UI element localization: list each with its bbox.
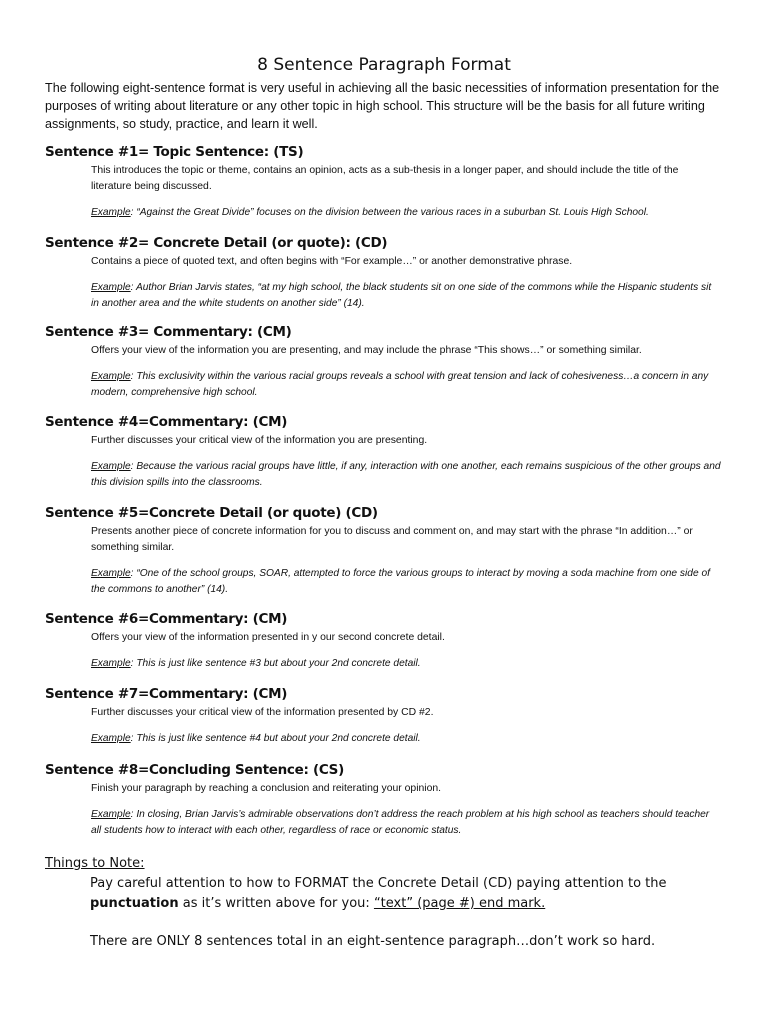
section-description: Offers your view of the information you are presenting, and may include the phrase “This shows…” or something similar.: [91, 345, 642, 356]
section-description: Offers your view of the information presented in y our second concrete detail.: [91, 632, 445, 643]
example-text: Author Brian Jarvis states, “at my high school, the black students sit on one side of the commons while the Hispanic students sit in another area and the white students on another side” (14).: [91, 282, 712, 309]
page-title: 8 Sentence Paragraph Format: [257, 55, 511, 76]
sentence-section-4: [45, 413, 725, 491]
note-text: Pay careful attention to how to FORMAT the Concrete Detail (CD) paying attention to the: [90, 876, 667, 891]
example-label: Example: [91, 568, 131, 579]
section-description: Further discusses your critical view of the information presented by CD #2.: [91, 707, 434, 718]
sentence-section-1: [45, 143, 725, 221]
section-heading: Sentence #8=Concluding Sentence: (CS): [45, 762, 344, 778]
intro-paragraph: The following eight-sentence format is very useful in achieving all the basic necessities of information presentation for the purposes of writing about literature or any other topic in high school. This structure will be the basis for all future writing assignments, so study, practice, and learn it well.: [45, 81, 720, 131]
note-emphasis: punctuation: [90, 896, 179, 911]
section-description: This introduces the topic or theme, contains an opinion, acts as a sub-thesis in a longer paper, and should include the title of the literature being discussed.: [91, 165, 679, 192]
section-heading: Sentence #3= Commentary: (CM): [45, 324, 292, 340]
section-heading: Sentence #5=Concrete Detail (or quote) (CD): [45, 505, 378, 521]
example-label: Example: [91, 371, 131, 382]
example-label: Example: [91, 461, 131, 472]
example-text: “One of the school groups, SOAR, attempted to force the various groups to interact by moving a soda machine from one side of the commons to another” (14).: [91, 568, 710, 595]
note-format-example: “text” (page #) end mark.: [373, 896, 546, 911]
example-text: In closing, Brian Jarvis’s admirable observations don’t address the reach problem at his high school as teachers should teacher all students how to interact with each other, regardless of race or economic status.: [91, 809, 710, 836]
sentence-section-8: [45, 761, 725, 839]
note-sentence-count: There are ONLY 8 sentences total in an eight-sentence paragraph…don’t work so hard.: [90, 934, 656, 949]
section-description: Further discusses your critical view of the information you are presenting.: [91, 435, 428, 446]
example-text: Because the various racial groups have little, if any, interaction with one another, each remains suspicious of the other groups and this division spills into the classrooms.: [91, 461, 721, 488]
note-format-instruction: [90, 874, 730, 914]
section-example: Example: Author Brian Jarvis states, “at my high school, the black students sit on one side of the commons while the Hispanic students sit in another area and the white students on another side” (14).: [91, 282, 712, 309]
example-label: Example: [91, 207, 131, 218]
section-heading: Sentence #4=Commentary: (CM): [45, 414, 288, 430]
notes-heading: Things to Note:: [45, 856, 145, 871]
example-text: This is just like sentence #4 but about your 2nd concrete detail.: [136, 733, 421, 744]
section-example: Example: This is just like sentence #3 but about your 2nd concrete detail.: [91, 658, 421, 669]
section-description: Presents another piece of concrete information for you to discuss and comment on, and may start with the phrase “In addition…” or something similar.: [91, 526, 693, 553]
example-label: Example: [91, 282, 131, 293]
section-example: Example: “One of the school groups, SOAR, attempted to force the various groups to interact by moving a soda machine from one side of the commons to another” (14).: [91, 568, 710, 595]
example-label: Example: [91, 733, 131, 744]
section-example: Example: This is just like sentence #4 but about your 2nd concrete detail.: [91, 733, 421, 744]
section-heading: Sentence #1= Topic Sentence: (TS): [45, 144, 304, 160]
section-heading: Sentence #6=Commentary: (CM): [45, 611, 288, 627]
section-heading: Sentence #2= Concrete Detail (or quote): (CD): [45, 235, 388, 251]
section-example: Example: In closing, Brian Jarvis’s admirable observations don’t address the reach problem at his high school as teachers should teacher all students how to interact with each other, regardless of race or economic status.: [91, 809, 710, 836]
sentence-section-6: [45, 610, 725, 672]
example-text: This exclusivity within the various racial groups reveals a school with great tension and lack of cohesiveness…a concern in any modern, comprehensive high school.: [91, 371, 709, 398]
note-text: as it’s written above for you:: [178, 896, 374, 911]
example-text: This is just like sentence #3 but about your 2nd concrete detail.: [136, 658, 421, 669]
example-label: Example: [91, 658, 131, 669]
section-example: Example: This exclusivity within the various racial groups reveals a school with great tension and lack of cohesiveness…a concern in any modern, comprehensive high school.: [91, 371, 709, 398]
section-example: Example: “Against the Great Divide” focuses on the division between the various races in a suburban St. Louis High School.: [91, 207, 649, 218]
sentence-section-3: [45, 323, 725, 401]
example-text: “Against the Great Divide” focuses on the division between the various races in a suburban St. Louis High School.: [136, 207, 649, 218]
section-description: Contains a piece of quoted text, and often begins with “For example…” or another demonstrative phrase.: [91, 256, 573, 267]
section-example: Example: Because the various racial groups have little, if any, interaction with one another, each remains suspicious of the other groups and this division spills into the classrooms.: [91, 461, 721, 488]
sentence-section-5: [45, 504, 725, 598]
section-description: Finish your paragraph by reaching a conclusion and reiterating your opinion.: [91, 783, 442, 794]
section-heading: Sentence #7=Commentary: (CM): [45, 686, 288, 702]
sentence-section-7: [45, 685, 725, 747]
example-label: Example: [91, 809, 131, 820]
sentence-section-2: [45, 234, 725, 312]
